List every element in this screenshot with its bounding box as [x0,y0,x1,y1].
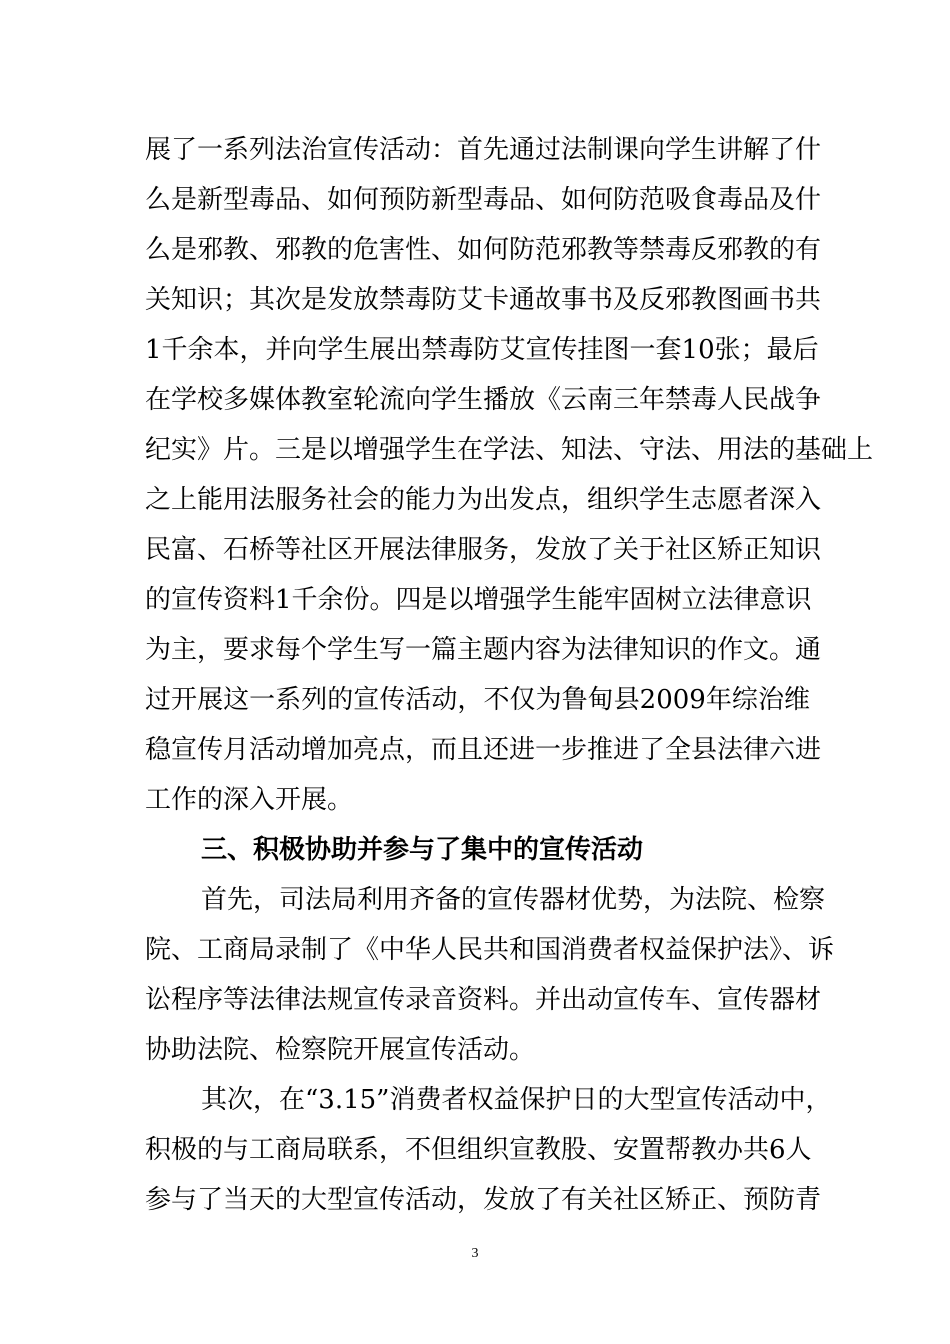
body-line-9: 民富、石桥等社区开展法律服务，发放了关于社区矫正知识 [145,535,822,565]
body-line-1: 展了一系列法治宣传活动：首先通过法制课向学生讲解了什 [145,135,822,165]
body-line-6: 在学校多媒体教室轮流向学生播放《云南三年禁毒人民战争 [145,385,822,415]
para2-line-3: 讼程序等法律法规宣传录音资料。并出动宣传车、宣传器材 [145,985,822,1015]
body-line-7: 纪实》片。三是以增强学生在学法、知法、守法、用法的基础上 [145,435,874,465]
para2-line-2: 院、工商局录制了《中华人民共和国消费者权益保护法》、诉 [145,935,835,965]
para2-line-4: 协助法院、检察院开展宣传活动。 [145,1035,536,1065]
body-line-13: 稳宣传月活动增加亮点，而且还进一步推进了全县法律六进 [145,735,822,765]
body-line-5: 1千余本，并向学生展出禁毒防艾宣传挂图一套10张；最后 [145,335,819,365]
section-heading: 三、积极协助并参与了集中的宣传活动 [201,835,644,865]
body-line-4: 关知识；其次是发放禁毒防艾卡通故事书及反邪教图画书共 [145,285,822,315]
body-line-10: 的宣传资料1千余份。四是以增强学生能牢固树立法律意识 [145,585,812,615]
para3-line-2: 积极的与工商局联系，不但组织宣教股、安置帮教办共6人 [145,1135,812,1165]
body-line-3: 么是邪教、邪教的危害性、如何防范邪教等禁毒反邪教的有 [145,235,822,265]
para3-line-1: 其次，在“3.15”消费者权益保护日的大型宣传活动中， [201,1085,832,1115]
page-number: 3 [471,1246,479,1261]
para3-line-3: 参与了当天的大型宣传活动，发放了有关社区矫正、预防青 [145,1185,822,1215]
para2-line-1: 首先，司法局利用齐备的宣传器材优势，为法院、检察 [201,885,826,915]
body-line-8: 之上能用法服务社会的能力为出发点，组织学生志愿者深入 [145,485,822,515]
body-line-11: 为主，要求每个学生写一篇主题内容为法律知识的作文。通 [145,635,822,665]
body-line-12: 过开展这一系列的宣传活动，不仅为鲁甸县2009年综治维 [145,685,810,715]
body-line-14: 工作的深入开展。 [145,785,354,815]
body-line-2: 么是新型毒品、如何预防新型毒品、如何防范吸食毒品及什 [145,185,822,215]
